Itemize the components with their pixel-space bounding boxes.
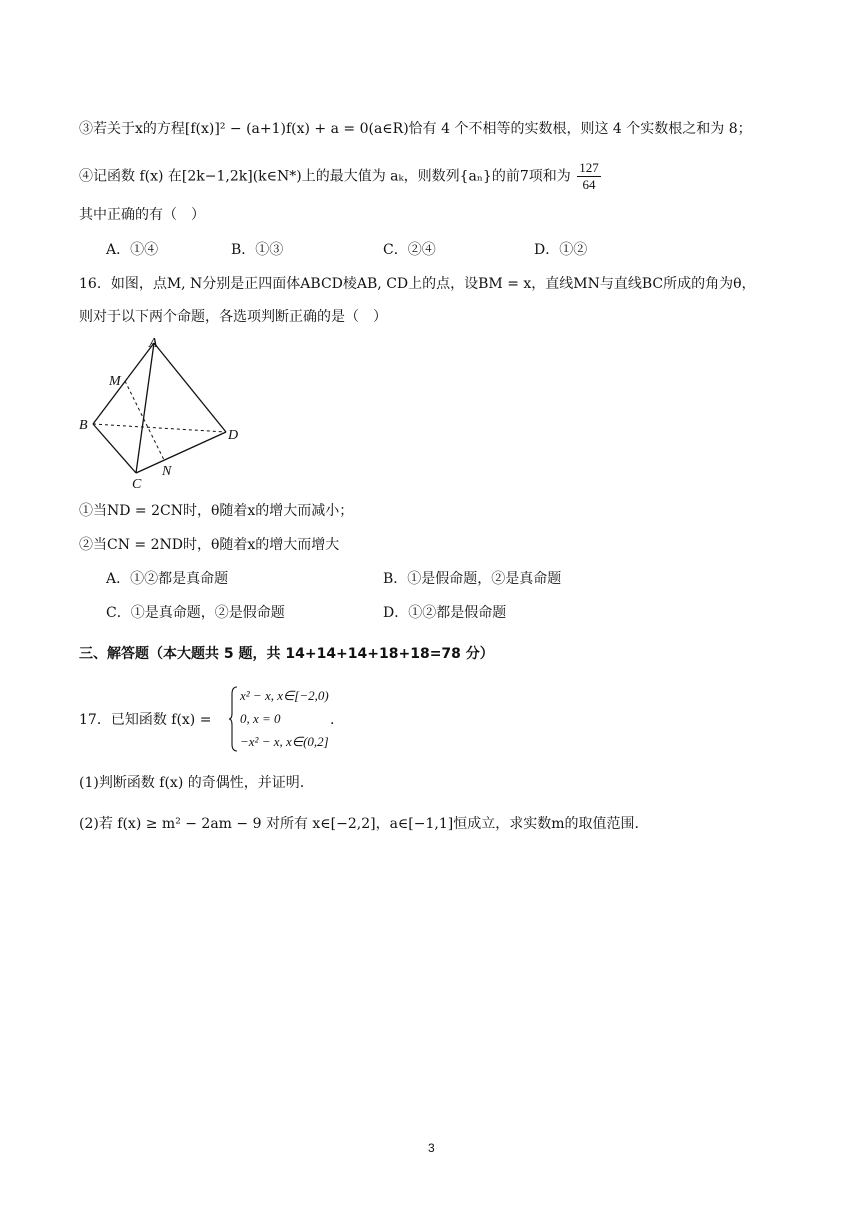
- item-4: [79, 160, 603, 193]
- segment-mn-dashed: [125, 381, 164, 460]
- section-3-title: 三、解答题（本大题共 5 题，共 14+14+14+18+18=78 分）: [79, 646, 494, 662]
- label-n: N: [162, 464, 172, 479]
- q17-part2: (2)若 f(x) ≥ m² − 2am − 9 对所有 x∈[−2,2]，a∈[−1,1]恒成立，求实数m的取值范围.: [79, 816, 639, 832]
- tetrahedron-figure: [76, 333, 256, 493]
- q16-stem-line1: 16．如图，点M, N分别是正四面体ABCD棱AB, CD上的点，设BM = x，直线MN与直线BC所成的角为θ，: [79, 276, 756, 292]
- brace-icon: [228, 686, 238, 752]
- q17-period: .: [330, 712, 335, 728]
- fraction-denominator: 64: [582, 177, 596, 192]
- label-m: M: [109, 374, 121, 389]
- q15-choice-d: D．①②: [534, 242, 588, 258]
- edge-bd-dashed: [93, 424, 226, 432]
- edge-bc: [93, 424, 136, 473]
- q15-choice-c: C．②④: [383, 242, 436, 258]
- q16-prop2: ②当CN = 2ND时，θ随着x的增大而增大: [79, 537, 340, 553]
- q15-choice-b: B．①③: [231, 242, 284, 258]
- q15-stem-end: 其中正确的有（ ）: [79, 207, 205, 223]
- q16-choice-d: D．①②都是假命题: [383, 605, 507, 621]
- q16-choice-b: B．①是假命题，②是真命题: [383, 571, 562, 587]
- piecewise-case-2: 0, x = 0: [240, 711, 281, 726]
- q17-part1: (1)判断函数 f(x) 的奇偶性，并证明.: [79, 775, 305, 791]
- piecewise-case-1: x² − x, x∈[−2,0): [240, 688, 329, 703]
- edge-cd: [136, 432, 226, 473]
- q17-stem: 17．已知函数 f(x) =: [79, 712, 212, 728]
- q16-stem-line2: 则对于以下两个命题，各选项判断正确的是（ ）: [79, 309, 387, 325]
- item-4-text: ④记函数 f(x) 在[2k−1,2k](k∈N*)上的最大值为 aₖ，则数列{aₙ}的前7项和为: [79, 168, 571, 185]
- label-c: C: [132, 477, 142, 492]
- q15-choice-a: A．①④: [106, 242, 159, 258]
- q16-choice-a: A．①②都是真命题: [106, 571, 229, 587]
- fraction-numerator: 127: [579, 160, 599, 175]
- page-number: 3: [428, 1141, 435, 1155]
- q16-prop1: ①当ND = 2CN时，θ随着x的增大而减小；: [79, 503, 354, 519]
- item-3: ③若关于x的方程[f(x)]² − (a+1)f(x) + a = 0(a∈R)恰有 4 个不相等的实数根，则这 4 个实数根之和为 8；: [79, 121, 752, 137]
- edge-ad: [154, 343, 226, 432]
- label-a: A: [149, 336, 158, 351]
- label-d: D: [228, 428, 239, 443]
- q16-choice-c: C．①是真命题，②是假命题: [106, 605, 285, 621]
- fraction: [577, 160, 601, 193]
- piecewise-case-3: −x² − x, x∈(0,2]: [240, 734, 329, 749]
- label-b: B: [79, 418, 88, 433]
